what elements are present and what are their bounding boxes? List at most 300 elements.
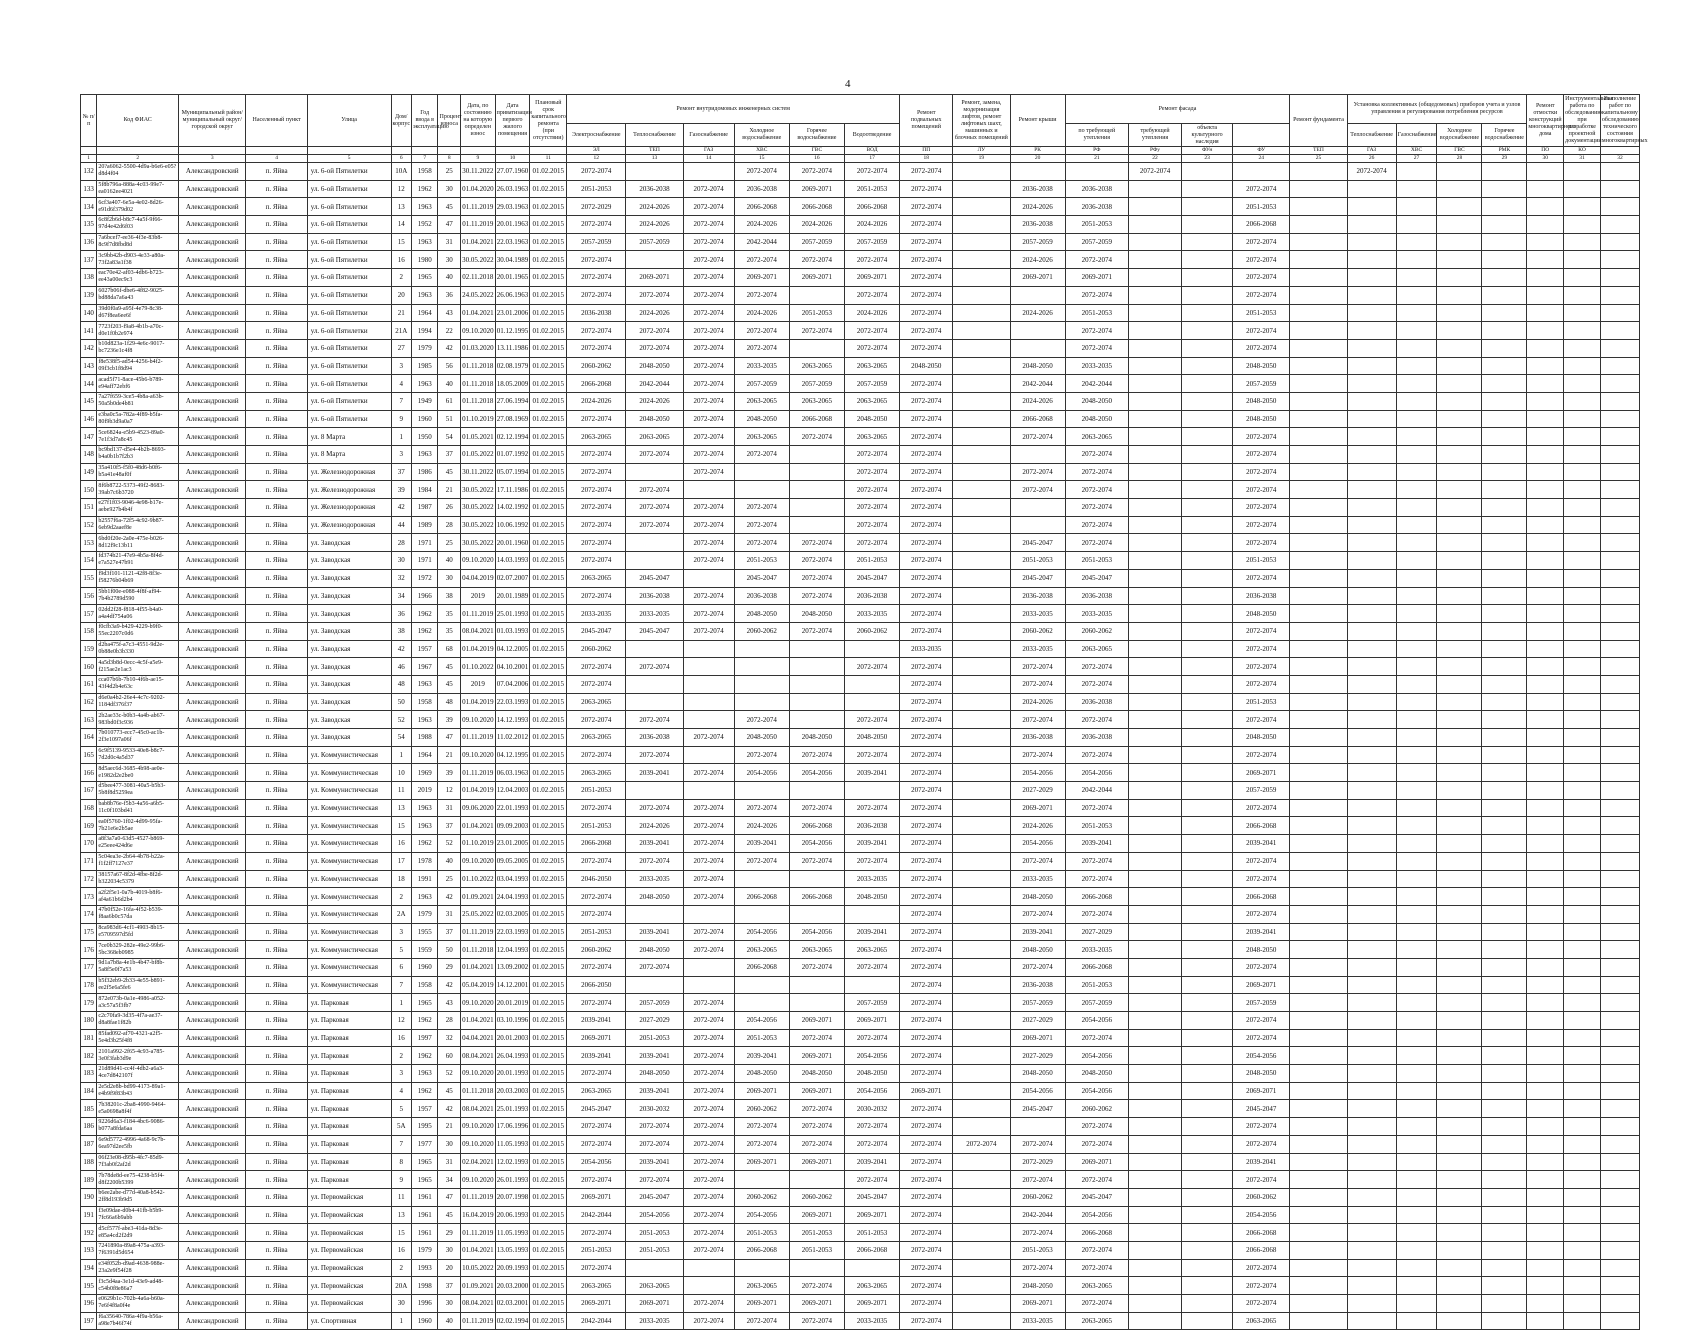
table-cell [1600, 1100, 1639, 1118]
row-number-cell: 139 [81, 286, 97, 304]
table-cell: 32 [391, 569, 411, 587]
table-cell: 2072-2074 [734, 322, 789, 340]
table-cell [1010, 339, 1065, 357]
district-cell: Александровский [179, 216, 246, 234]
table-cell: 1964 [411, 746, 438, 764]
table-cell: 4 [391, 1082, 411, 1100]
table-cell: 2072-2074 [789, 958, 844, 976]
table-cell [1564, 976, 1601, 994]
table-cell [683, 976, 734, 994]
street-cell: ул. Первомайская [307, 1259, 391, 1277]
table-cell: 2048-2050 [1010, 1277, 1065, 1295]
table-cell [1347, 534, 1396, 552]
table-cell [1396, 852, 1437, 870]
table-row [81, 322, 1640, 340]
table-cell [953, 1082, 1010, 1100]
table-row [81, 1118, 1640, 1136]
table-cell: 2063-2065 [789, 941, 844, 959]
table-cell [1182, 446, 1233, 464]
table-cell: 47 [438, 216, 460, 234]
table-cell: 2051-2053 [844, 180, 899, 198]
table-cell: 1960 [411, 410, 438, 428]
table-cell: 01.02.2015 [530, 799, 567, 817]
table-cell: 26.04.1993 [495, 1047, 530, 1065]
table-cell [1600, 888, 1639, 906]
table-cell [734, 976, 789, 994]
table-cell [683, 905, 734, 923]
table-cell: 20.09.1993 [495, 1259, 530, 1277]
header-cell: Дата, по состоянию на которую определен износ [460, 95, 495, 147]
table-cell: 2066-2068 [844, 198, 899, 216]
table-cell: 2046-2050 [567, 870, 626, 888]
table-cell [953, 357, 1010, 375]
table-cell: 2066-2068 [567, 375, 626, 393]
table-cell [1564, 764, 1601, 782]
table-cell: 2066-2050 [567, 976, 626, 994]
table-cell [1396, 782, 1437, 800]
district-cell: Александровский [179, 675, 246, 693]
table-cell [1527, 587, 1564, 605]
table-cell: 1962 [411, 622, 438, 640]
table-cell [1128, 569, 1181, 587]
table-cell: 2072-2074 [844, 463, 899, 481]
settlement-cell: п. Яйва [246, 233, 307, 251]
table-cell: 3 [391, 357, 411, 375]
settlement-cell: п. Яйва [246, 516, 307, 534]
table-cell: 01.02.2015 [530, 1206, 567, 1224]
table-cell: 30.04.1989 [495, 251, 530, 269]
table-cell: 2072-2074 [844, 499, 899, 517]
table-cell [1482, 870, 1527, 888]
table-header [81, 95, 1648, 163]
table-cell [1600, 675, 1639, 693]
table-cell: 01.02.2015 [530, 976, 567, 994]
table-cell: 42 [438, 976, 460, 994]
table-cell [1182, 587, 1233, 605]
table-cell [1182, 1295, 1233, 1313]
table-cell: 46 [391, 658, 411, 676]
fias-code-cell: e3ba0c5a-782a-4f89-b5fa-80f9b3d9a0a7 [97, 410, 179, 428]
street-cell: ул. 6-ой Пятилетки [307, 392, 391, 410]
header-number-cell: 26 [1347, 155, 1396, 163]
table-cell [1600, 658, 1639, 676]
table-cell [1182, 516, 1233, 534]
table-cell: 03.10.1996 [495, 1012, 530, 1030]
table-cell [1290, 1118, 1347, 1136]
table-cell: 45 [438, 675, 460, 693]
table-cell: 01.11.2019 [460, 1224, 495, 1242]
fias-code-cell: b10d823a-1f29-4e6c-9017-bc7236e1c4f8 [97, 339, 179, 357]
table-cell: 2042-2044 [734, 233, 789, 251]
district-cell: Александровский [179, 852, 246, 870]
table-cell: 2072-2074 [626, 1171, 683, 1189]
table-cell: 2072-2074 [1233, 870, 1290, 888]
table-cell: 15 [391, 233, 411, 251]
table-cell: 48 [391, 675, 411, 693]
settlement-cell: п. Яйва [246, 1029, 307, 1047]
table-cell: 2072-2074 [567, 711, 626, 729]
table-cell [1128, 516, 1181, 534]
table-cell [1182, 375, 1233, 393]
district-cell: Александровский [179, 729, 246, 747]
table-cell [1437, 605, 1482, 623]
table-row [81, 852, 1640, 870]
table-cell: 2072-2074 [1233, 446, 1290, 464]
table-cell: 2072-2074 [567, 251, 626, 269]
table-cell [626, 552, 683, 570]
table-cell [1564, 180, 1601, 198]
table-cell: 5 [391, 941, 411, 959]
table-cell [1482, 923, 1527, 941]
table-cell [953, 481, 1010, 499]
table-cell: 2072-2074 [900, 1312, 953, 1330]
table-cell: 2072-2074 [900, 1241, 953, 1259]
table-cell: 09.10.2020 [460, 1171, 495, 1189]
table-row [81, 923, 1640, 941]
table-cell: 1 [391, 994, 411, 1012]
row-number-cell: 133 [81, 180, 97, 198]
header-number-cell: 22 [1128, 155, 1181, 163]
table-cell [626, 693, 683, 711]
table-cell: 34 [438, 1171, 460, 1189]
table-cell: 2072-2074 [683, 286, 734, 304]
table-cell [953, 198, 1010, 216]
table-cell [1396, 251, 1437, 269]
table-cell [953, 269, 1010, 287]
table-cell: 2072-2074 [789, 569, 844, 587]
table-cell [1396, 764, 1437, 782]
table-cell [1347, 463, 1396, 481]
table-cell [1347, 1188, 1396, 1206]
settlement-cell: п. Яйва [246, 1047, 307, 1065]
table-cell [1527, 286, 1564, 304]
table-cell: 2 [391, 888, 411, 906]
table-cell: 2051-2053 [1065, 304, 1128, 322]
table-cell: 2072-2074 [844, 516, 899, 534]
table-cell: 2051-2053 [844, 1224, 899, 1242]
header-code-cell [179, 147, 246, 155]
table-cell [1527, 711, 1564, 729]
table-cell [1564, 1100, 1601, 1118]
table-cell: 2039-2041 [844, 764, 899, 782]
table-cell [734, 905, 789, 923]
table-cell: 40 [438, 269, 460, 287]
table-cell: 01.02.2015 [530, 1029, 567, 1047]
table-cell: 2072-2074 [900, 1295, 953, 1313]
table-cell [1600, 905, 1639, 923]
table-cell: 2036-2038 [626, 587, 683, 605]
table-cell: 1965 [411, 269, 438, 287]
table-cell: 01.02.2015 [530, 251, 567, 269]
table-cell: 2072-2074 [1065, 516, 1128, 534]
table-cell [1396, 994, 1437, 1012]
table-cell [844, 905, 899, 923]
row-number-cell: 196 [81, 1295, 97, 1313]
table-cell [1396, 746, 1437, 764]
table-cell: 1 [391, 428, 411, 446]
table-cell: 1962 [411, 605, 438, 623]
table-cell [953, 499, 1010, 517]
table-cell: 2072-2074 [683, 392, 734, 410]
table-cell: 2066-2068 [1233, 888, 1290, 906]
table-cell: 20.03.2000 [495, 1277, 530, 1295]
table-cell: 08.04.2021 [460, 1295, 495, 1313]
table-cell [1182, 163, 1233, 181]
table-cell: 2048-2050 [1233, 1065, 1290, 1083]
table-cell: 16 [391, 1241, 411, 1259]
table-cell: 2072-2074 [1233, 499, 1290, 517]
table-cell: 2072-2074 [567, 675, 626, 693]
table-cell: 1997 [411, 1029, 438, 1047]
table-cell: 2072-2074 [1233, 746, 1290, 764]
district-cell: Александровский [179, 233, 246, 251]
settlement-cell: п. Яйва [246, 1277, 307, 1295]
table-cell [1527, 764, 1564, 782]
table-cell: 2051-2053 [626, 1241, 683, 1259]
table-cell: 2072-2074 [900, 180, 953, 198]
table-cell [1290, 905, 1347, 923]
table-cell [844, 640, 899, 658]
fias-code-cell: 7b010773-ecc7-45c0-ac1b-2f3e1097a06f [97, 729, 179, 747]
table-cell: 2069-2071 [1233, 976, 1290, 994]
table-cell: 01.11.2018 [460, 357, 495, 375]
district-cell: Александровский [179, 658, 246, 676]
row-number-cell: 166 [81, 764, 97, 782]
table-cell: 4 [391, 375, 411, 393]
table-cell [1396, 1259, 1437, 1277]
table-cell [1437, 905, 1482, 923]
table-cell: 2072-2074 [683, 1082, 734, 1100]
table-cell: 2060-2062 [1065, 1100, 1128, 1118]
table-cell [953, 516, 1010, 534]
table-cell: 04.04.2019 [460, 569, 495, 587]
table-cell: 01.02.2015 [530, 392, 567, 410]
table-cell [1347, 888, 1396, 906]
table-cell: 2066-2068 [734, 888, 789, 906]
table-cell [1482, 1259, 1527, 1277]
table-cell: 2072-2074 [900, 392, 953, 410]
table-cell: 01.02.2015 [530, 516, 567, 534]
fias-code-cell: fd374b21-47e9-4b5a-8f4d-e7a527e47b91 [97, 552, 179, 570]
table-cell: 2069-2071 [844, 1206, 899, 1224]
table-cell: 04.12.1995 [495, 746, 530, 764]
table-cell: 2072-2074 [683, 923, 734, 941]
table-cell: 2045-2047 [1010, 569, 1065, 587]
table-cell [1437, 534, 1482, 552]
table-cell [1347, 269, 1396, 287]
fias-code-cell: 7b78de8d-ee75-4238-b5f4-d8f2200b5399 [97, 1171, 179, 1189]
header-code-cell: ГАЗ [1347, 147, 1396, 155]
table-cell: 2054-2056 [1233, 1206, 1290, 1224]
table-cell: 01.11.2018 [460, 1082, 495, 1100]
street-cell: ул. Первомайская [307, 1295, 391, 1313]
table-cell [1128, 817, 1181, 835]
table-cell [1347, 180, 1396, 198]
table-cell: 2036-2038 [1065, 587, 1128, 605]
settlement-cell: п. Яйва [246, 1259, 307, 1277]
table-cell: 2072-2074 [844, 1135, 899, 1153]
table-cell: 2048-2050 [626, 1065, 683, 1083]
table-cell: 01.02.2015 [530, 410, 567, 428]
table-cell [1437, 835, 1482, 853]
table-cell [1527, 339, 1564, 357]
fias-code-cell: f6a35640-786a-4f9a-b56a-a98e7b46f74f [97, 1312, 179, 1330]
table-cell [1437, 499, 1482, 517]
table-cell: 25.01.1993 [495, 1100, 530, 1118]
table-cell: 2039-2041 [626, 764, 683, 782]
table-cell [789, 1171, 844, 1189]
table-cell: 2063-2065 [734, 392, 789, 410]
header-cell: Горячее водоснабжение [789, 124, 844, 147]
fias-code-cell: 5c04ea3e-2b64-4b78-b22a-f1f2ff7127e37 [97, 852, 179, 870]
table-cell [1347, 516, 1396, 534]
settlement-cell: п. Яйва [246, 499, 307, 517]
district-cell: Александровский [179, 817, 246, 835]
district-cell: Александровский [179, 1029, 246, 1047]
table-cell: 2048-2050 [734, 605, 789, 623]
table-cell: 2069-2071 [626, 269, 683, 287]
fias-code-cell: eac70e42-af03-4db6-b723-ee43a00ec9c3 [97, 269, 179, 287]
table-cell: 01.09.2021 [460, 1277, 495, 1295]
header-cell: Код ФИАС [97, 95, 179, 147]
row-number-cell: 132 [81, 163, 97, 181]
table-cell [1396, 1047, 1437, 1065]
table-cell [1482, 216, 1527, 234]
table-cell: 2027-2029 [1010, 1047, 1065, 1065]
row-number-cell: 157 [81, 605, 97, 623]
table-cell: 45 [438, 198, 460, 216]
table-row [81, 782, 1640, 800]
table-cell [1564, 958, 1601, 976]
fias-code-cell: 9226d6a3-f184-4bc6-9086-b077a8fda6aa [97, 1118, 179, 1136]
table-cell: 1988 [411, 729, 438, 747]
table-cell: 2072-2074 [626, 658, 683, 676]
table-cell: 2033-2035 [626, 870, 683, 888]
table-cell: 2069-2071 [789, 269, 844, 287]
table-cell [1128, 499, 1181, 517]
table-cell: 25 [438, 870, 460, 888]
table-cell: 2019 [411, 782, 438, 800]
table-cell [789, 481, 844, 499]
fias-code-cell: 5bb1f00e-e088-4f8f-af94-7b4b2789d590 [97, 587, 179, 605]
table-cell: 2039-2041 [844, 1153, 899, 1171]
table-cell: 2072-2074 [844, 958, 899, 976]
table-cell: 26.03.1963 [495, 180, 530, 198]
table-row [81, 339, 1640, 357]
street-cell: ул. Заводская [307, 693, 391, 711]
settlement-cell: п. Яйва [246, 764, 307, 782]
table-cell [1437, 163, 1482, 181]
table-cell [683, 163, 734, 181]
row-number-cell: 142 [81, 339, 97, 357]
table-cell [1290, 1029, 1347, 1047]
table-cell [1290, 587, 1347, 605]
table-cell: 2048-2050 [734, 410, 789, 428]
table-cell: 2051-2053 [1010, 552, 1065, 570]
header-number-cell: 4 [246, 155, 307, 163]
street-cell: ул. 6-ой Пятилетки [307, 410, 391, 428]
table-cell [1527, 446, 1564, 464]
table-cell: 23.01.2006 [495, 304, 530, 322]
table-cell: 30 [438, 180, 460, 198]
table-cell: 2063-2065 [1233, 1312, 1290, 1330]
table-cell [1437, 463, 1482, 481]
table-cell [1437, 392, 1482, 410]
table-cell: 2036-2038 [844, 587, 899, 605]
header-number-cell: 9 [460, 155, 495, 163]
settlement-cell: п. Яйва [246, 994, 307, 1012]
table-cell [1527, 941, 1564, 959]
table-row [81, 976, 1640, 994]
table-cell: 2072-2074 [844, 534, 899, 552]
table-cell [1290, 640, 1347, 658]
header-number-cell: 20 [1010, 155, 1065, 163]
header-cell: требующей утепления [1128, 124, 1181, 147]
table-cell [626, 905, 683, 923]
table-cell [1290, 888, 1347, 906]
table-cell [1482, 817, 1527, 835]
table-cell: 2069-2071 [734, 1295, 789, 1313]
table-cell [953, 286, 1010, 304]
table-cell: 20.01.1993 [495, 1065, 530, 1083]
table-cell: 01.11.2019 [460, 729, 495, 747]
settlement-cell: п. Яйва [246, 1295, 307, 1313]
header-number-cell: 2 [97, 155, 179, 163]
district-cell: Александровский [179, 392, 246, 410]
table-cell [1600, 339, 1639, 357]
table-cell [953, 640, 1010, 658]
table-cell: 2051-2053 [734, 552, 789, 570]
header-code-cell: РМК [1482, 147, 1527, 155]
fias-code-cell: 6027b06f-dbe6-4f82-9025-bd88da7a6a43 [97, 286, 179, 304]
table-cell [1182, 481, 1233, 499]
table-cell [1527, 640, 1564, 658]
street-cell: ул. Парковая [307, 1065, 391, 1083]
table-cell [1290, 1047, 1347, 1065]
table-cell [953, 941, 1010, 959]
table-cell: 2069-2071 [844, 269, 899, 287]
table-cell [1482, 905, 1527, 923]
district-cell: Александровский [179, 163, 246, 181]
table-cell: 2072-2074 [1065, 339, 1128, 357]
table-cell: 2024-2026 [1010, 198, 1065, 216]
table-cell: 2072-2074 [626, 852, 683, 870]
table-cell [1564, 286, 1601, 304]
table-cell [1527, 216, 1564, 234]
table-cell [1396, 693, 1437, 711]
district-cell: Александровский [179, 463, 246, 481]
row-number-cell: 141 [81, 322, 97, 340]
table-cell [626, 163, 683, 181]
table-cell [1527, 923, 1564, 941]
table-cell [683, 958, 734, 976]
table-cell [1290, 1100, 1347, 1118]
table-cell: 2051-2053 [789, 304, 844, 322]
table-cell [1396, 446, 1437, 464]
table-cell: 01.02.2015 [530, 1295, 567, 1313]
table-cell: 40 [438, 552, 460, 570]
table-cell [1182, 1153, 1233, 1171]
table-cell: 2057-2059 [789, 375, 844, 393]
table-cell: 2072-2074 [683, 835, 734, 853]
table-cell: 2045-2047 [734, 569, 789, 587]
settlement-cell: п. Яйва [246, 392, 307, 410]
table-cell: 2072-2074 [626, 958, 683, 976]
table-cell: 30.05.2022 [460, 516, 495, 534]
settlement-cell: п. Яйва [246, 304, 307, 322]
table-cell: 2054-2056 [789, 764, 844, 782]
table-cell: 2066-2068 [844, 1241, 899, 1259]
